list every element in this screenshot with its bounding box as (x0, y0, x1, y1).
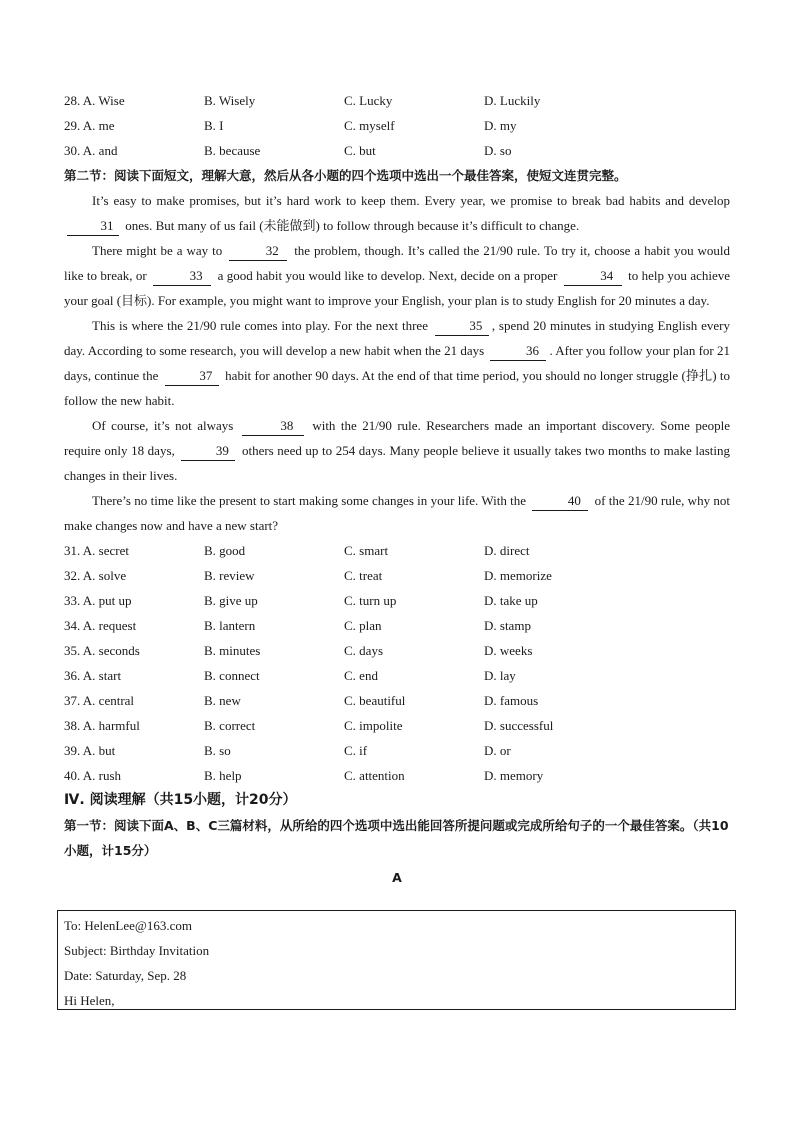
text: habit for another 90 days. At the end of that time period, you should no longer struggle (挣扎) to follow the new habit. (64, 368, 730, 408)
option-b: B. give up (204, 593, 258, 608)
blank-32: 32 (229, 243, 287, 261)
text: There’s no time like the present to start making some changes in your life. With the (92, 493, 527, 508)
question-row (64, 563, 730, 588)
option-b: B. lantern (204, 618, 256, 633)
text: , spend 20 minutes in studying English every day. According to some research, you will develop a new habit when the 21 days (64, 318, 731, 358)
option-b: B. Wisely (204, 93, 256, 108)
option-d: D. or (484, 743, 511, 758)
option-a: 34. A. request (64, 618, 137, 633)
blank-33: 33 (153, 268, 211, 286)
blank-37: 37 (165, 368, 219, 386)
option-d: D. successful (484, 718, 554, 733)
option-d: D. memorize (484, 568, 552, 583)
passage-paragraph-1 (64, 188, 730, 238)
option-d: D. so (484, 143, 512, 158)
option-d: D. lay (484, 668, 516, 683)
question-row (64, 638, 730, 663)
question-row (64, 538, 730, 563)
option-a: 32. A. solve (64, 568, 127, 583)
section-heading: Ⅳ. 阅读理解（共15小题，计20分） (64, 792, 297, 808)
option-c: C. beautiful (344, 693, 406, 708)
passage-paragraph-5 (64, 488, 730, 538)
text: a good habit you would like to develop. Next, decide on a proper (217, 268, 558, 283)
option-c: C. end (344, 668, 378, 683)
question-row (64, 713, 730, 738)
option-a: 38. A. harmful (64, 718, 140, 733)
blank-35: 35 (435, 318, 489, 336)
section-subheading: 第一节：阅读下面A、B、C三篇材料，从所给的四个选项中选出能回答所提问题或完成所给句子的一个最佳答案。（共10小题，计15分） (64, 818, 729, 858)
question-row (64, 113, 730, 138)
option-d: D. stamp (484, 618, 531, 633)
blank-31: 31 (67, 218, 119, 236)
option-b: B. good (204, 543, 246, 558)
text: to help you achieve your goal (目标). For example, you might want to improve your English, your plan is to study English for 20 minutes a day. (64, 268, 731, 308)
option-b: B. connect (204, 668, 260, 683)
option-a: 36. A. start (64, 668, 122, 683)
question-row (64, 138, 730, 163)
email-subject: Subject: Birthday Invitation (64, 943, 210, 958)
text: the problem, though. It’s called the 21/90 rule. To try it, choose a habit you would like to break, or (64, 243, 731, 283)
email-box (57, 910, 736, 1010)
option-d: D. direct (484, 543, 530, 558)
option-b: B. review (204, 568, 255, 583)
question-row (64, 763, 730, 788)
option-d: D. weeks (484, 643, 533, 658)
option-b: B. minutes (204, 643, 261, 658)
option-c: C. days (344, 643, 383, 658)
option-a: 33. A. put up (64, 593, 132, 608)
question-row (64, 588, 730, 613)
option-c: C. myself (344, 118, 395, 133)
text: Of course, it’s not always (92, 418, 234, 433)
option-a: 39. A. but (64, 743, 116, 758)
blank-39: 39 (181, 443, 235, 461)
option-a: 30. A. and (64, 143, 118, 158)
option-c: C. impolite (344, 718, 403, 733)
text: This is where the 21/90 rule comes into play. For the next three (92, 318, 428, 333)
question-row (64, 88, 730, 113)
question-row (64, 738, 730, 763)
passage-paragraph-3 (64, 313, 730, 413)
option-d: D. famous (484, 693, 539, 708)
option-a: 29. A. me (64, 118, 115, 133)
text: others need up to 254 days. Many people believe it usually takes two months to make lasting changes in their lives. (64, 443, 731, 483)
option-d: D. memory (484, 768, 544, 783)
option-c: C. turn up (344, 593, 397, 608)
option-b: B. new (204, 693, 241, 708)
email-date: Date: Saturday, Sep. 28 (64, 968, 187, 983)
option-b: B. I (204, 118, 224, 133)
blank-38: 38 (242, 418, 304, 436)
text: ones. But many of us fail (未能做到) to follow through because it’s difficult to change. (125, 218, 580, 233)
option-a: 37. A. central (64, 693, 135, 708)
passage-paragraph-4 (64, 413, 730, 488)
option-a: 28. A. Wise (64, 93, 125, 108)
option-c: C. but (344, 143, 376, 158)
text: of the 21/90 rule, why not make changes now and have a new start? (64, 493, 730, 533)
option-c: C. plan (344, 618, 382, 633)
email-to: To: HelenLee@163.com (64, 918, 193, 933)
question-list-top (64, 88, 730, 163)
option-b: B. help (204, 768, 242, 783)
exam-page (64, 88, 730, 890)
option-d: D. take up (484, 593, 538, 608)
email-greeting: Hi Helen, (64, 993, 115, 1008)
option-a: 31. A. secret (64, 543, 129, 558)
blank-40: 40 (532, 493, 588, 511)
option-c: C. attention (344, 768, 405, 783)
option-c: C. treat (344, 568, 383, 583)
text: There might be a way to (92, 243, 223, 258)
passage-label: A (392, 870, 402, 885)
option-d: D. my (484, 118, 517, 133)
option-c: C. smart (344, 543, 389, 558)
passage-paragraph-2 (64, 238, 730, 313)
option-b: B. because (204, 143, 261, 158)
option-a: 35. A. seconds (64, 643, 140, 658)
blank-36: 36 (490, 343, 546, 361)
option-c: C. if (344, 743, 368, 758)
text: . After you follow your plan for 21 days, continue the (64, 343, 730, 383)
option-c: C. Lucky (344, 93, 393, 108)
option-a: 40. A. rush (64, 768, 122, 783)
text: It’s easy to make promises, but it’s hard work to keep them. Every year, we promise to break bad habits and develop (92, 193, 730, 208)
section-heading: 第二节：阅读下面短文，理解大意，然后从各小题的四个选项中选出一个最佳答案，使短文连贯完整。 (64, 168, 627, 183)
option-b: B. so (204, 743, 231, 758)
question-list-mid (64, 538, 730, 788)
question-row (64, 613, 730, 638)
question-row (64, 688, 730, 713)
option-b: B. correct (204, 718, 256, 733)
question-row (64, 663, 730, 688)
text: with the 21/90 rule. Researchers made an important discovery. Some people require only 18 days, (64, 418, 731, 458)
blank-34: 34 (564, 268, 622, 286)
option-d: D. Luckily (484, 93, 541, 108)
